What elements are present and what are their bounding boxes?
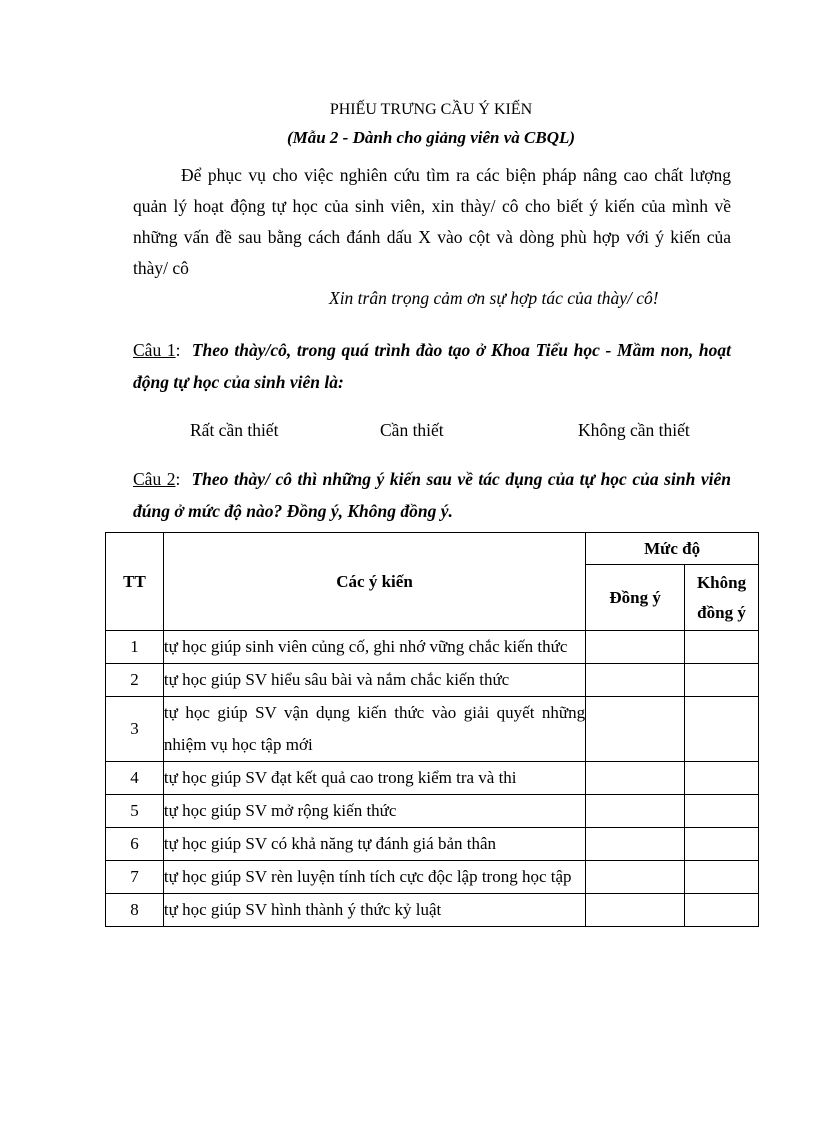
table-row bbox=[106, 861, 759, 894]
header-opinion: Các ý kiến bbox=[163, 533, 585, 631]
intro-paragraph: Để phục vụ cho việc nghiên cứu tìm ra các biện pháp nâng cao chất lượng quản lý hoạt động tự học của sinh viên, xin thày/ cô cho biết ý kiến của mình về những vấn đề sau bằng cách đánh dấu X vào cột và dòng phù hợp với ý kiến của thày/ cô bbox=[133, 165, 731, 278]
agree-cell[interactable] bbox=[586, 894, 685, 927]
row-number: 1 bbox=[106, 631, 164, 664]
header-level: Mức độ bbox=[586, 533, 759, 565]
header-agree: Đồng ý bbox=[586, 565, 685, 631]
row-opinion: tự học giúp SV hiểu sâu bài và nắm chắc kiến thức bbox=[163, 664, 585, 697]
disagree-cell[interactable] bbox=[685, 664, 759, 697]
row-number: 5 bbox=[106, 795, 164, 828]
agree-cell[interactable] bbox=[586, 697, 685, 762]
agree-cell[interactable] bbox=[586, 762, 685, 795]
row-opinion: tự học giúp sinh viên củng cố, ghi nhớ vững chắc kiến thức bbox=[163, 631, 585, 664]
question-1-option-not-necessary[interactable]: Không cần thiết bbox=[578, 420, 690, 440]
table-row bbox=[106, 894, 759, 927]
row-number: 4 bbox=[106, 762, 164, 795]
row-number: 3 bbox=[106, 697, 164, 762]
row-opinion: tự học giúp SV có khả năng tự đánh giá bản thân bbox=[163, 828, 585, 861]
question-1-option-very-necessary[interactable]: Rất cần thiết bbox=[190, 420, 279, 440]
row-opinion: tự học giúp SV đạt kết quả cao trong kiểm tra và thi bbox=[163, 762, 585, 795]
row-number: 8 bbox=[106, 894, 164, 927]
table-row bbox=[106, 697, 759, 762]
disagree-cell[interactable] bbox=[685, 828, 759, 861]
disagree-cell[interactable] bbox=[685, 762, 759, 795]
question-2-label: Câu 2 bbox=[133, 469, 176, 489]
table-row bbox=[106, 664, 759, 697]
agree-cell[interactable] bbox=[586, 631, 685, 664]
disagree-cell[interactable] bbox=[685, 861, 759, 894]
question-1-option-necessary[interactable]: Cần thiết bbox=[380, 420, 444, 440]
table-row bbox=[106, 631, 759, 664]
row-opinion: tự học giúp SV rèn luyện tính tích cực độc lập trong học tập bbox=[163, 861, 585, 894]
question-2-text: Theo thày/ cô thì những ý kiến sau về tác dụng của tự học của sinh viên đúng ở mức độ nào? Đồng ý, Không đồng ý. bbox=[133, 469, 731, 521]
disagree-cell[interactable] bbox=[685, 894, 759, 927]
row-number: 6 bbox=[106, 828, 164, 861]
row-opinion: tự học giúp SV vận dụng kiến thức vào giải quyết những nhiệm vụ học tập mới bbox=[163, 697, 585, 762]
opinion-table bbox=[105, 532, 759, 927]
row-opinion: tự học giúp SV hình thành ý thức kỷ luật bbox=[163, 894, 585, 927]
header-disagree: Không đồng ý bbox=[685, 565, 759, 631]
agree-cell[interactable] bbox=[586, 795, 685, 828]
page-subtitle: (Mẫu 2 - Dành cho giảng viên và CBQL) bbox=[286, 128, 576, 147]
agree-cell[interactable] bbox=[586, 828, 685, 861]
table-row bbox=[106, 828, 759, 861]
question-1-text: Theo thày/cô, trong quá trình đào tạo ở Khoa Tiểu học - Mầm non, hoạt động tự học của sinh viên là: bbox=[133, 340, 731, 392]
thanks-line: Xin trân trọng cảm ơn sự hợp tác của thày/ cô! bbox=[329, 288, 659, 308]
header-tt: TT bbox=[106, 533, 164, 631]
disagree-cell[interactable] bbox=[685, 697, 759, 762]
agree-cell[interactable] bbox=[586, 664, 685, 697]
disagree-cell[interactable] bbox=[685, 795, 759, 828]
question-1: Câu 1: Theo thày/cô, trong quá trình đào tạo ở Khoa Tiểu học - Mầm non, hoạt động tự học của sinh viên là: bbox=[133, 340, 731, 392]
page-title: PHIẾU TRƯNG CẦU Ý KIẾN bbox=[329, 101, 533, 118]
question-2: Câu 2: Theo thày/ cô thì những ý kiến sau về tác dụng của tự học của sinh viên đúng ở mức độ nào? Đồng ý, Không đồng ý. bbox=[133, 469, 731, 521]
row-number: 7 bbox=[106, 861, 164, 894]
disagree-cell[interactable] bbox=[685, 631, 759, 664]
agree-cell[interactable] bbox=[586, 861, 685, 894]
question-1-label: Câu 1 bbox=[133, 340, 176, 360]
row-opinion: tự học giúp SV mở rộng kiến thức bbox=[163, 795, 585, 828]
table-row bbox=[106, 762, 759, 795]
table-row bbox=[106, 795, 759, 828]
row-number: 2 bbox=[106, 664, 164, 697]
